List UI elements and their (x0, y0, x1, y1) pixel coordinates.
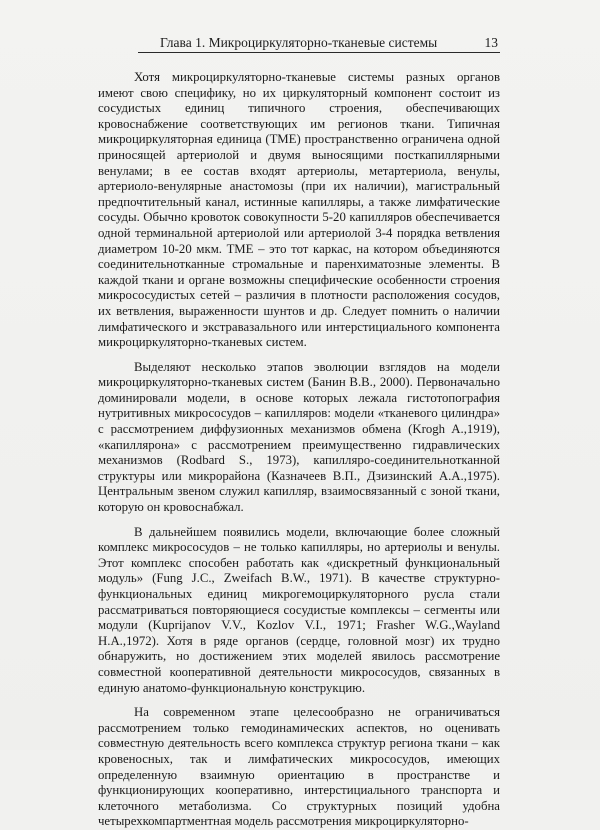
paragraph: Хотя микроциркуляторно-тканевые системы разных органов имеют свою специфику, но их циркуляторный компонент состоит из сосудистых единиц типичного строения, обеспечивающих кровоснабжение соответствующих им регионов ткани. Типичная микроциркуляторная единица (ТМЕ) пространственно ограничена одной приносящей артериолой и двумя выносящими посткапиллярными венулами; в ее состав входят артериолы, метартериола, венулы, артериоло-венулярные анастомозы (при их наличии), магистральный предпочтительный канал, истинные капилляры, а также лимфатические сосуды. Обычно кровоток совокупности 5-20 капилляров обеспечивается одной терминальной артериолой или артериолой 3-4 порядка ветвления диаметром 10-20 мкм. ТМЕ – это тот каркас, на котором объединяются соединительнотканные стромальные и паренхиматозные элементы. В каждой ткани и органе возможны специфические особенности строения микрососудистых сетей – различия в плотности расположения сосудов, их ветвления, выраженности шунтов и др. Следует помнить о наличии лимфатического и экстравазального или интерстициального компонента микроциркуляторно-тканевых систем. (98, 70, 500, 350)
body-text (98, 70, 500, 830)
paragraph: В дальнейшем появились модели, включающие более сложный комплекс микрососудов – не только капилляры, но артериолы и венулы. Этот комплекс способен работать как «дискретный функциональный модуль» (Fung J.C., Zweifach B.W., 1971). В качестве структурно-функциональных единиц микрогемоциркуляторного русла стали рассматриваться повторяющиеся сосудистые комплексы – сегменты или модули (Kuprijanov V.V., Kozlov V.I., 1971; Frasher W.G.,Wayland H.A.,1972). Хотя в ряде органов (сердце, головной мозг) их трудно обнаружить, но достижением этих моделей явилось рассмотрение совместной кооперативной деятельности микрососудов, связанных в единую анатомо-функциональную конструкцию. (98, 524, 500, 695)
page-number: 13 (484, 35, 498, 50)
running-header (138, 30, 500, 53)
paragraph: На современном этапе целесообразно не ограничиваться рассмотрением только гемодинамических аспектов, но оценивать совместную деятельность всего комплекса структур региона ткани – как кровеносных, так и лимфатических микрососудов, имеющих определенную взаимную ориентацию в пространстве и функционирующих кооперативно, интерстициального транспорта и клеточного метаболизма. Со структурных позиций удобна четырехкомпартментная модель рассмотрения микроциркуляторно- (98, 705, 500, 829)
paragraph: Выделяют несколько этапов эволюции взглядов на модели микроциркуляторно-тканевых систем (Банин В.В., 2000). Первоначально доминировали модели, в основе которых лежала гистотопография нутритивных микрососудов – капилляров: модели «тканевого цилиндра» с рассмотрением диффузионных механизмов обмена (Krogh A.,1919), «капиллярона» с рассмотрением преимущественно гидравлических механизмов (Rodbard S., 1973), капилляро-соединительнотканной структуры или микрорайона (Казначеев В.П., Дзизинский А.А.,1975). Центральным звеном служил капилляр, взаимосвязанный с зоной ткани, которую он кровоснабжал. (98, 359, 500, 515)
chapter-title: Глава 1. Микроциркуляторно-тканевые системы (160, 35, 438, 50)
